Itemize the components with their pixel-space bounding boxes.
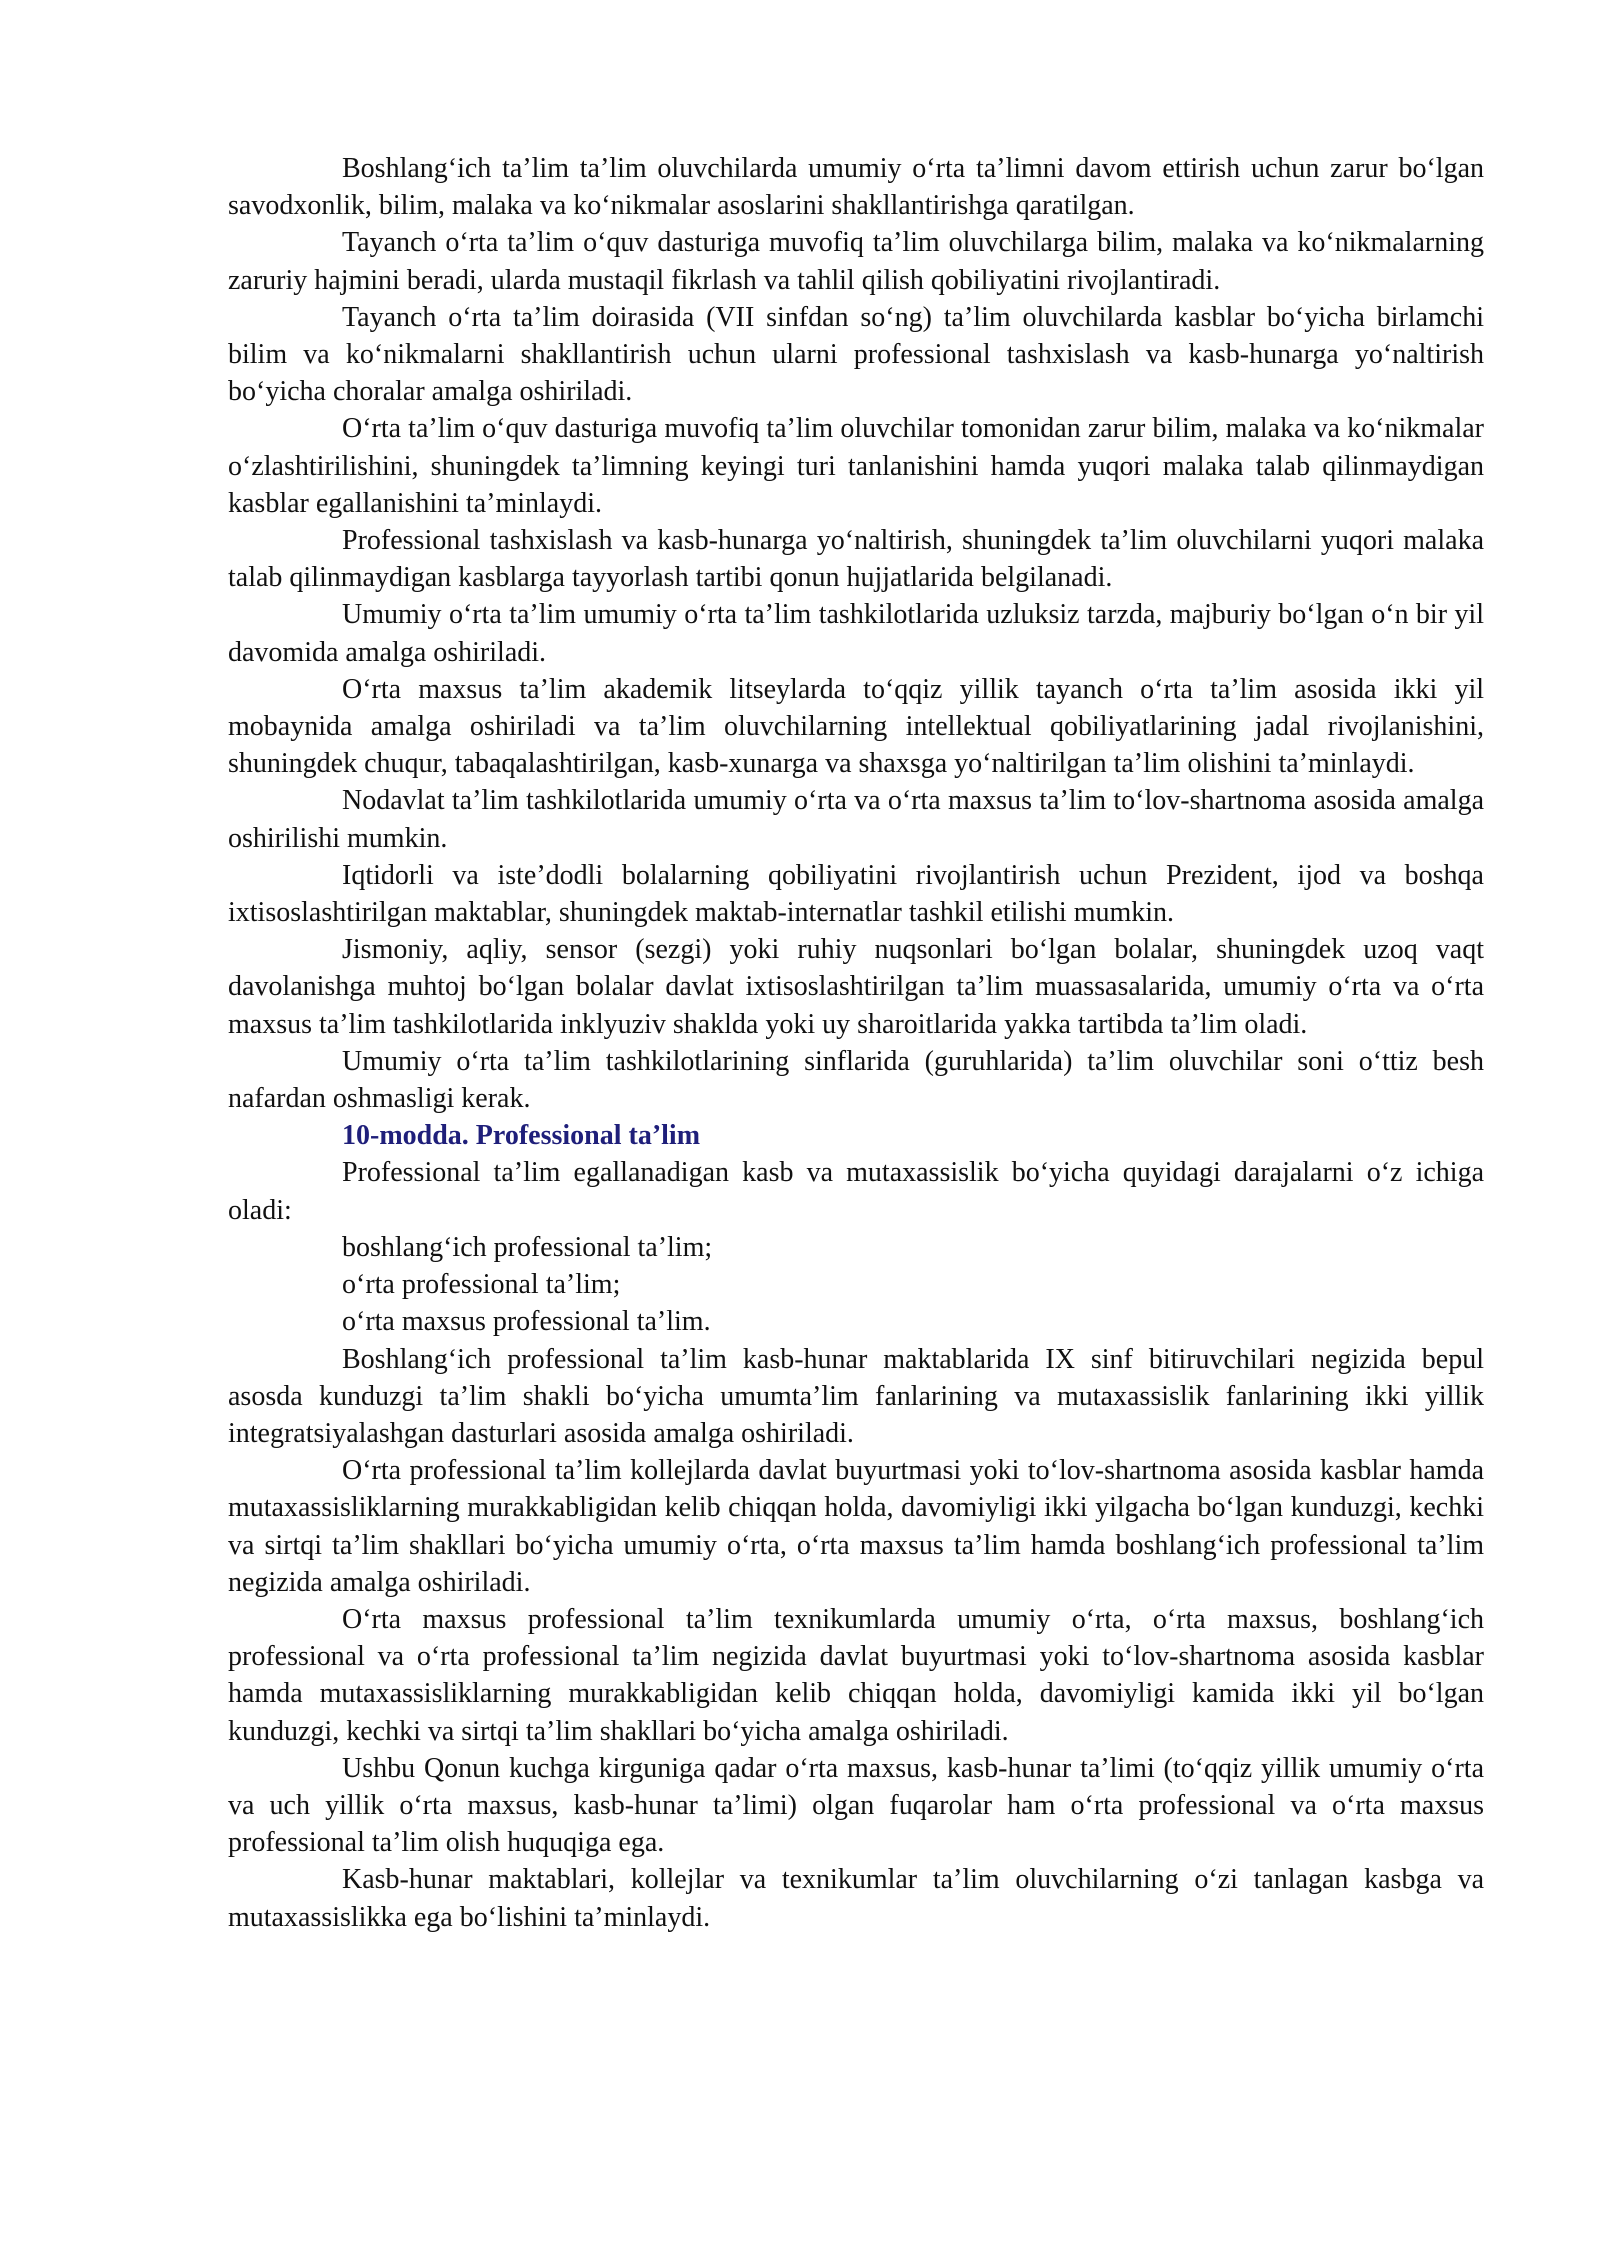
paragraph: Boshlang‘ich ta’lim ta’lim oluvchilarda umumiy o‘rta ta’limni davom ettirish uchun zarur bo‘lgan savodxonlik, bilim, malaka va ko‘nikmalar asoslarini shakllantirishga qaratilgan. [228,153,1484,222]
paragraph: Umumiy o‘rta ta’lim umumiy o‘rta ta’lim tashkilotlarida uzluksiz tarzda, majburiy bo‘lgan o‘n bir yil davomida amalga oshiriladi. [228,599,1484,668]
paragraph: O‘rta maxsus ta’lim akademik litseylarda to‘qqiz yillik tayanch o‘rta ta’lim asosida ikki yil mobaynida amalga oshiriladi va ta’lim oluvchilarning intellektual qobiliyatlarining jadal rivojlanishini, shuningdek chuqur, tabaqalashtirilgan, kasb-xunarga va shaxsga yo‘naltirilgan ta’lim olishini ta’minlaydi. [228,673,1484,780]
paragraph: O‘rta professional ta’lim kollejlarda davlat buyurtmasi yoki to‘lov-shartnoma asosida kasblar hamda mutaxassisliklarning murakkabligidan kelib chiqqan holda, davomiyligi ikki yilgacha bo‘lgan kunduzgi, kechki va sirtqi ta’lim shakllari bo‘yicha umumiy o‘rta, o‘rta maxsus ta’lim hamda boshlang‘ich professional ta’lim negizida amalga oshiriladi. [228,1455,1484,1598]
paragraph: Kasb-hunar maktablari, kollejlar va texnikumlar ta’lim oluvchilarning o‘zi tanlagan kasbga va mutaxassislikka ega bo‘lishini ta’minlaydi. [228,1864,1484,1933]
article-heading: 10-modda. Professional ta’lim [342,1120,701,1152]
list-item: o‘rta professional ta’lim; [342,1269,621,1301]
paragraph: Ushbu Qonun kuchga kirguniga qadar o‘rta maxsus, kasb-hunar ta’limi (to‘qqiz yillik umumiy o‘rta va uch yillik o‘rta maxsus, kasb-hunar ta’limi) olgan fuqarolar ham o‘rta professional va o‘rta maxsus professional ta’lim olish huquqiga ega. [228,1752,1484,1859]
paragraph: Professional tashxislash va kasb-hunarga yo‘naltirish, shuningdek ta’lim oluvchilarni yuqori malaka talab qilinmaydigan kasblarga tayyorlash tartibi qonun hujjatlarida belgilanadi. [228,525,1484,594]
paragraph: Jismoniy, aqliy, sensor (sezgi) yoki ruhiy nuqsonlari bo‘lgan bolalar, shuningdek uzoq vaqt davolanishga muhtoj bo‘lgan bolalar davlat ixtisoslashtirilgan ta’lim muassasalarida, umumiy o‘rta va o‘rta maxsus ta’lim tashkilotlarida inklyuziv shaklda yoki uy sharoitlarida yakka tartibda ta’lim oladi. [228,934,1484,1040]
paragraph: O‘rta ta’lim o‘quv dasturiga muvofiq ta’lim oluvchilar tomonidan zarur bilim, malaka va ko‘nikmalar o‘zlashtirilishini, shuningdek ta’limning keyingi turi tanlanishini hamda yuqori malaka talab qilinmaydigan kasblar egallanishini ta’minlaydi. [228,413,1484,519]
paragraph: Umumiy o‘rta ta’lim tashkilotlarining sinflarida (guruhlarida) ta’lim oluvchilar soni o‘ttiz besh nafardan oshmasligi kerak. [228,1045,1484,1115]
document-page [228,150,1484,1936]
list-item: o‘rta maxsus professional ta’lim. [342,1306,711,1338]
paragraph: Boshlang‘ich professional ta’lim kasb-hunar maktablarida IX sinf bitiruvchilari negizida bepul asosda kunduzgi ta’lim shakli bo‘yicha umumta’lim fanlarining va mutaxassislik fanlarining ikki yillik integratsiyalashgan dasturlari asosida amalga oshiriladi. [228,1343,1484,1449]
paragraph: Professional ta’lim egallanadigan kasb va mutaxassislik bo‘yicha quyidagi darajalarni o‘z ichiga oladi: [228,1157,1484,1226]
paragraph: Iqtidorli va iste’dodli bolalarning qobiliyatini rivojlantirish uchun Prezident, ijod va boshqa ixtisoslashtirilgan maktablar, shuningdek maktab-internatlar tashkil etilishi mumkin. [228,859,1484,929]
paragraph: Tayanch o‘rta ta’lim o‘quv dasturiga muvofiq ta’lim oluvchilarga bilim, malaka va ko‘nikmalarning zaruriy hajmini beradi, ularda mustaqil fikrlash va tahlil qilish qobiliyatini rivojlantiradi. [228,227,1484,296]
paragraph: Tayanch o‘rta ta’lim doirasida (VII sinfdan so‘ng) ta’lim oluvchilarda kasblar bo‘yicha birlamchi bilim va ko‘nikmalarni shakllantirish uchun ularni professional tashxislash va kasb-hunarga yo‘naltirish bo‘yicha choralar amalga oshiriladi. [228,301,1484,408]
paragraph: Nodavlat ta’lim tashkilotlarida umumiy o‘rta va o‘rta maxsus ta’lim to‘lov-shartnoma asosida amalga oshirilishi mumkin. [228,785,1484,854]
list-item: boshlang‘ich professional ta’lim; [342,1231,713,1263]
paragraph: O‘rta maxsus professional ta’lim texnikumlarda umumiy o‘rta, o‘rta maxsus, boshlang‘ich professional va o‘rta professional ta’lim negizida davlat buyurtmasi yoki to‘lov-shartnoma asosida kasblar hamda mutaxassisliklarning murakkabligidan kelib chiqqan holda, davomiyligi kamida ikki yil bo‘lgan kunduzgi, kechki va sirtqi ta’lim shakllari bo‘yicha amalga oshiriladi. [228,1603,1484,1747]
